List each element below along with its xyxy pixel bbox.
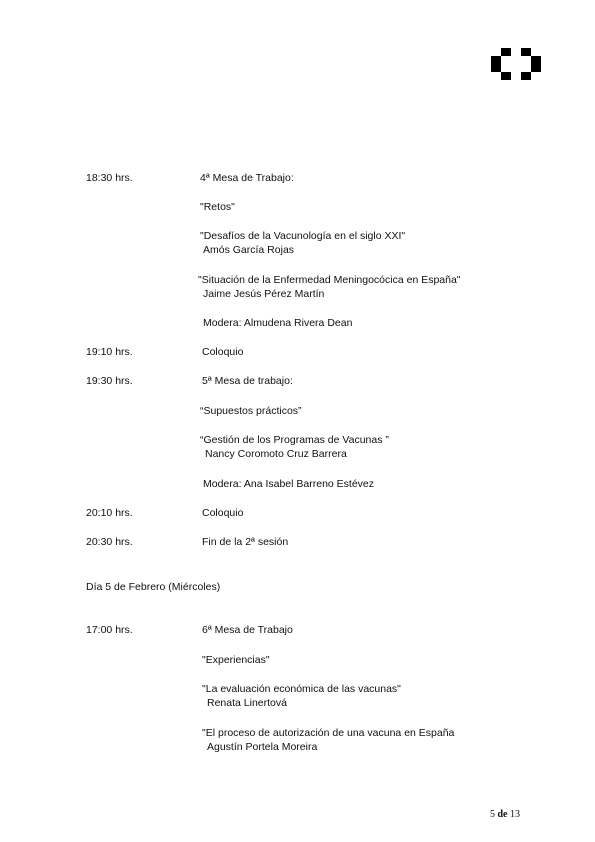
page-total: 13 [510,809,520,820]
speaker-name: Jaime Jesús Pérez Martín [203,288,325,300]
session-topic: "Retos" [200,201,235,213]
agenda-item: Coloquio [202,346,244,358]
time-1910: 19:10 hrs. [86,346,133,358]
moderator: Modera: Almudena Rivera Dean [203,317,353,329]
time-1830: 18:30 hrs. [86,172,133,184]
moderator: Modera: Ana Isabel Barreno Estévez [203,478,375,490]
time-2010: 20:10 hrs. [86,507,133,519]
day-heading: Día 5 de Febrero (Miércoles) [86,581,221,593]
session-topic: "Experiencias" [202,654,270,666]
speaker-name: Amós García Rojas [203,244,295,256]
agenda-item: 5ª Mesa de trabajo: [202,375,293,387]
talk-title: "Desafíos de la Vacunología en el siglo XXI" [200,230,406,242]
page-number [490,809,520,820]
agenda-item: 4ª Mesa de Trabajo: [200,172,294,184]
agenda-item: Fin de la 2ª sesión [202,536,289,548]
speaker-name: Agustín Portela Moreira [207,741,318,753]
speaker-name: Nancy Coromoto Cruz Barrera [205,448,347,460]
talk-title: "La evaluación económica de las vacunas" [202,683,401,695]
talk-title: "El proceso de autorización de una vacuna en España [202,727,455,739]
page-of-label: de [497,809,508,820]
talk-title: "Situación de la Enfermedad Meningocócica en España" [198,274,461,286]
time-2030: 20:30 hrs. [86,536,133,548]
agenda-item: 6ª Mesa de Trabajo [202,624,293,636]
agenda-item: Coloquio [202,507,244,519]
page-current: 5 [490,809,495,820]
time-1930: 19:30 hrs. [86,375,133,387]
talk-title: “Gestión de los Programas de Vacunas ” [200,434,389,446]
session-topic: “Supuestos prácticos” [200,405,302,417]
speaker-name: Renata Linertová [207,697,287,709]
time-1700: 17:00 hrs. [86,624,133,636]
checkered-cross-logo-icon [491,48,541,80]
